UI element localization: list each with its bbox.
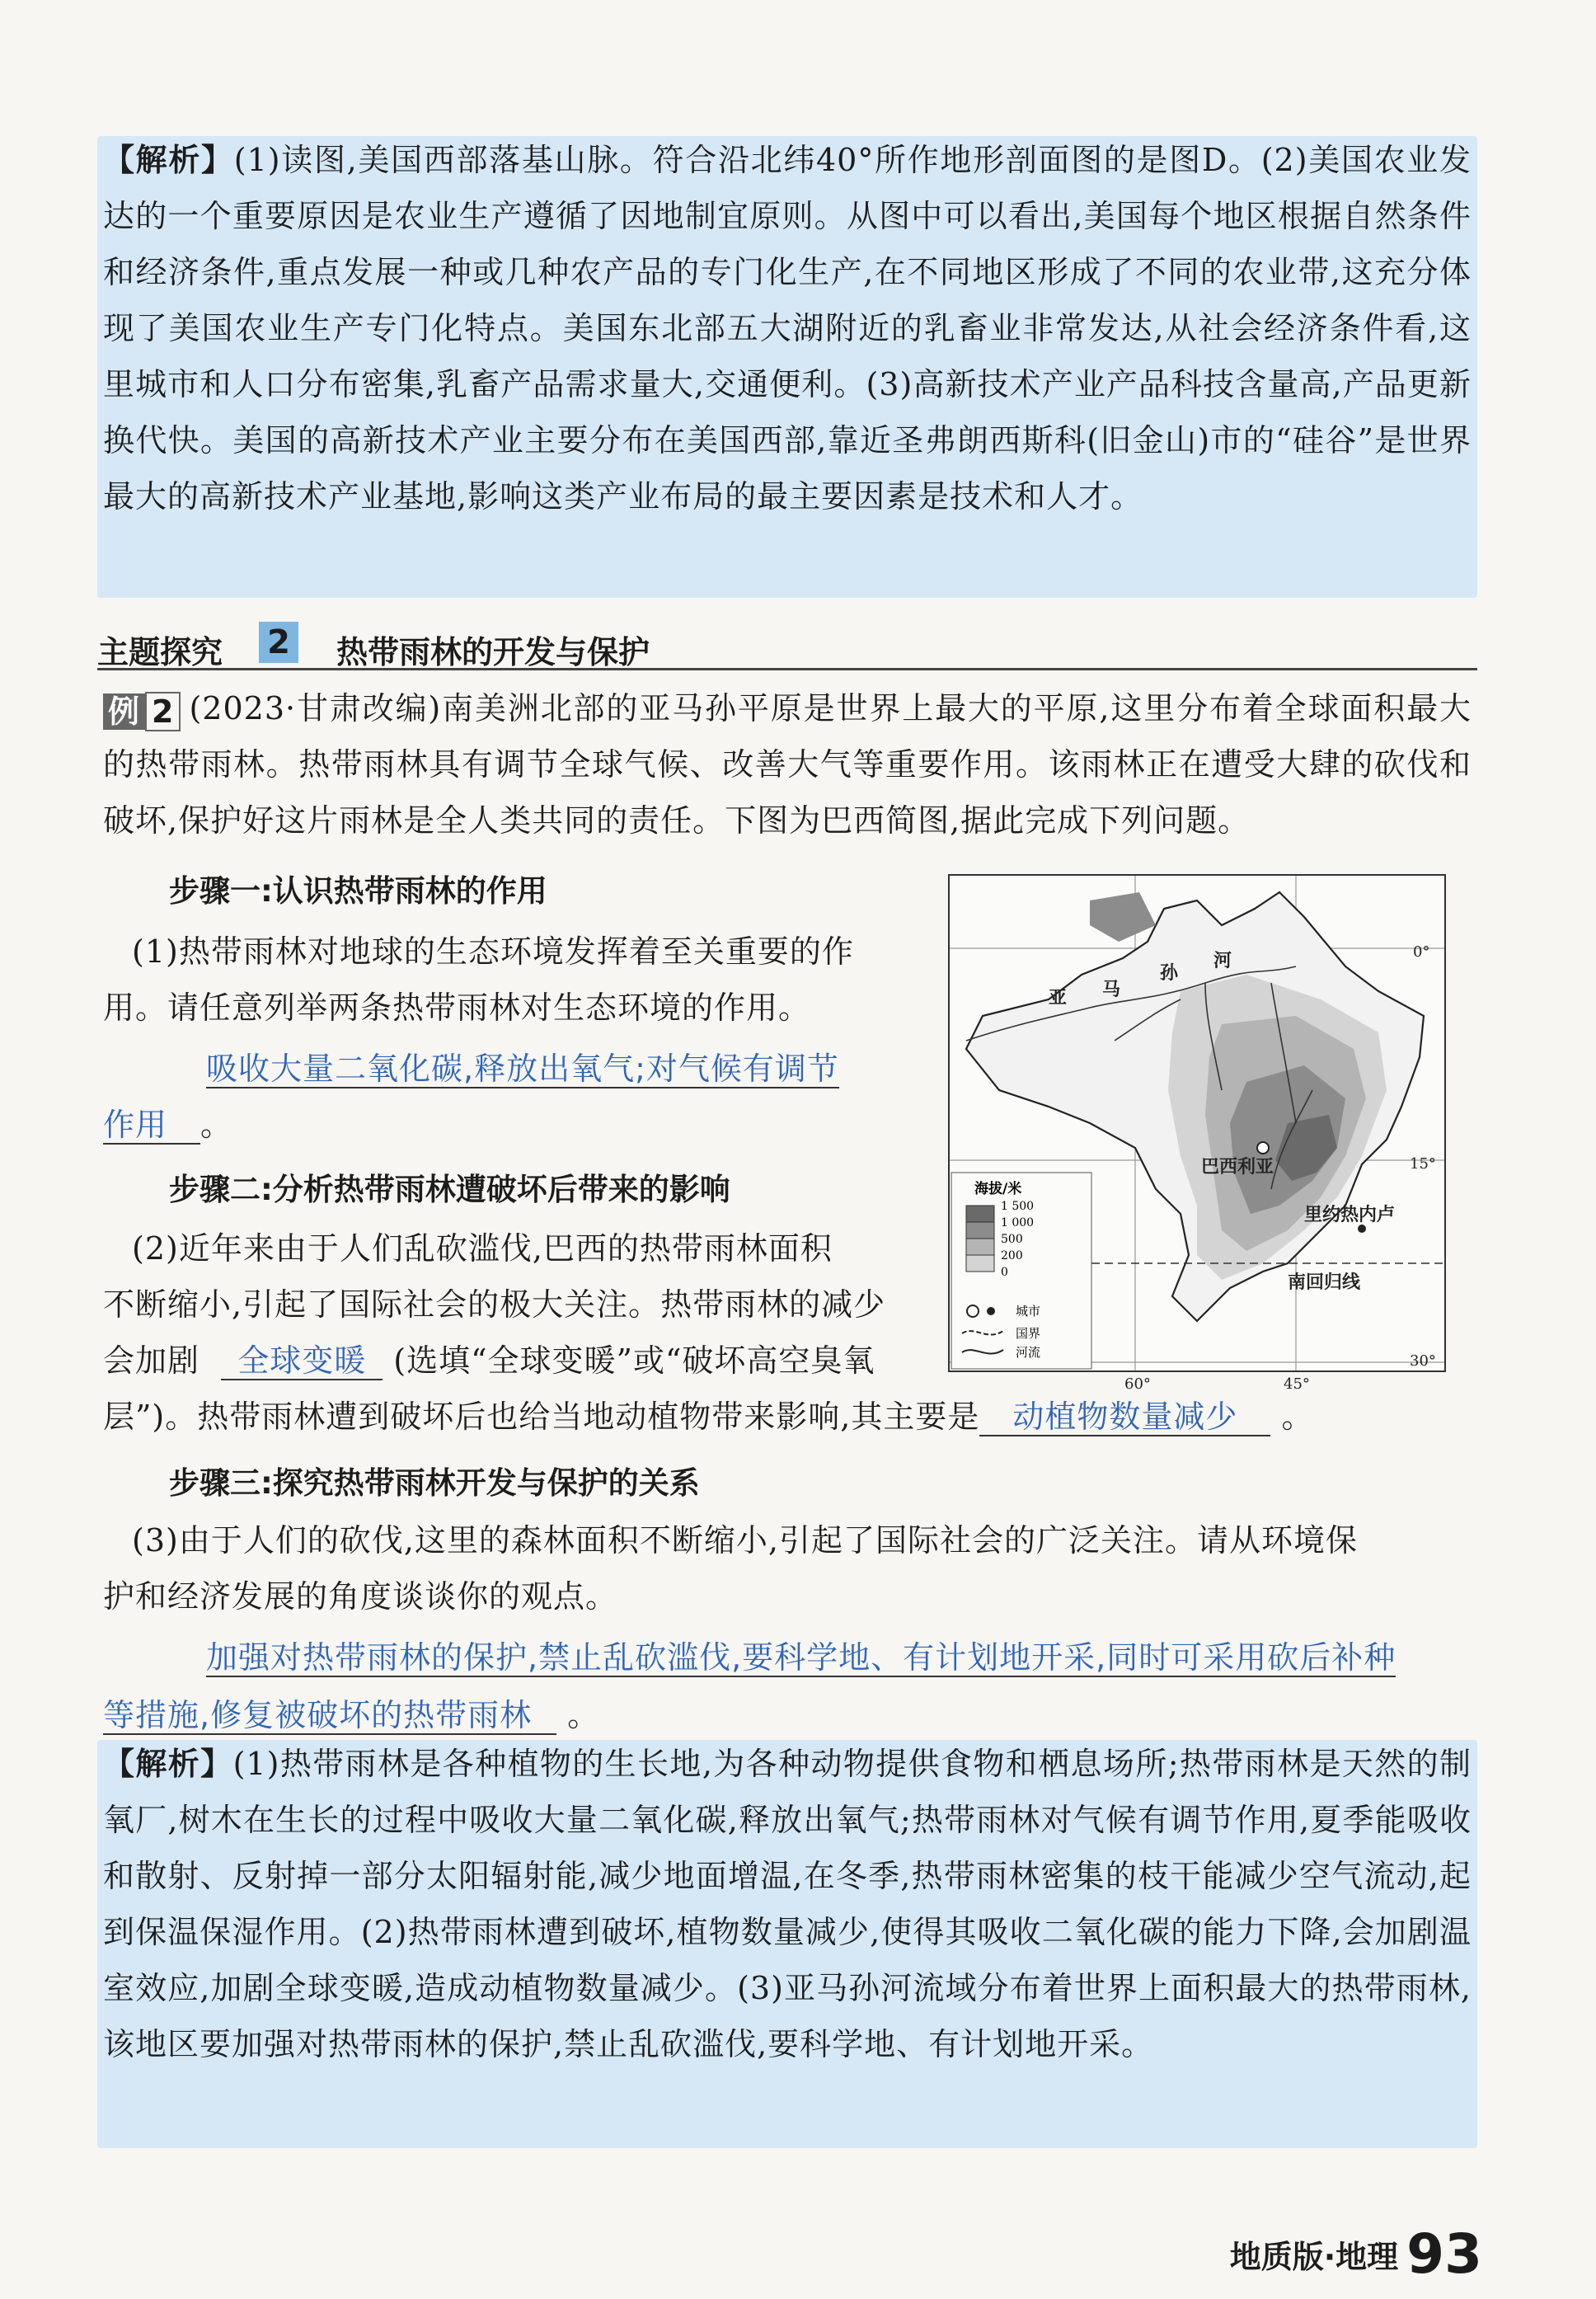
- edition-label: 地质版·地理: [1229, 2239, 1399, 2275]
- example-text: (2023·甘肃改编)南美洲北部的亚马孙平原是世界上最大的平原,这里分布着全球面积最大的热带雨林。热带雨林具有调节全球气候、改善大气等重要作用。该雨林正在遭受大肆的砍伐和破坏,保护好这片雨林是全人类共同的责任。下图为巴西简图,据此完成下列问题。: [103, 690, 1472, 839]
- capital-label: 巴西利亚: [1201, 1157, 1274, 1178]
- city-marker: [1358, 1225, 1366, 1233]
- step-2-question-line-4: 层”)。热带雨林遭到破坏后也给当地动植物带来影响,其主要是 动植物数量减少 。: [103, 1399, 1314, 1435]
- legend-level-500: 500: [1001, 1233, 1023, 1246]
- tropic-label: 南回归线: [1288, 1272, 1361, 1293]
- lat-label-0: 0°: [1413, 943, 1430, 961]
- step-3-answer-line-1: 加强对热带雨林的保护,禁止乱砍滥伐,要科学地、有计划地开采,同时可采用砍后补种: [206, 1639, 1396, 1676]
- lat-label-15: 15°: [1410, 1155, 1436, 1173]
- step-3-question-line-2: 护和经济发展的角度谈谈你的观点。: [103, 1578, 618, 1615]
- step-2-question-line-2: 不断缩小,引起了国际社会的极大关注。热带雨林的减少: [103, 1286, 886, 1323]
- river-label-1: 亚: [1049, 988, 1068, 1008]
- brazil-map: [948, 874, 1446, 1393]
- river-label-3: 孙: [1160, 963, 1179, 984]
- river-label-2: 马: [1102, 980, 1121, 1000]
- answer-warming: 全球变暖: [221, 1342, 383, 1380]
- capital-marker: [1257, 1142, 1269, 1154]
- step-2-title: 步骤二:分析热带雨林遭破坏后带来的影响: [169, 1172, 730, 1207]
- step-3-title: 步骤三:探究热带雨林开发与保护的关系: [169, 1465, 700, 1501]
- step-3-answer-line-2: 等措施,修复被破坏的热带雨林 。: [103, 1697, 600, 1733]
- brazil-map-svg: [950, 876, 1444, 1393]
- analysis-2: [103, 1736, 1472, 2072]
- legend-level-200: 200: [1001, 1249, 1023, 1262]
- step-3-question-line-1: (3)由于人们的砍伐,这里的森林面积不断缩小,引起了国际社会的广泛关注。请从环境保: [132, 1522, 1358, 1559]
- legend-city: 城市: [1016, 1304, 1041, 1319]
- relief-north-high: [1090, 892, 1156, 942]
- lat-label-30: 30°: [1410, 1352, 1436, 1370]
- page-number: 93: [1406, 2222, 1482, 2286]
- step-1-answer-line-2: 作用 。: [103, 1107, 233, 1143]
- legend-level-1500: 1 500: [1001, 1200, 1035, 1213]
- topic-number: 2: [259, 622, 298, 663]
- map-legend: [951, 1173, 1091, 1369]
- analysis-text: (1)读图,美国西部落基山脉。符合沿北纬40°所作地形剖面图的是图D。(2)美国农业发达的一个重要原因是农业生产遵循了因地制宜原则。从图中可以看出,美国每个地区根据自然条件和经济条件,重点发展一种或几种农产品的专门化生产,在不同地区形成了不同的农业带,这充分体现了美国农业生产专门化特点。美国东北部五大湖附近的乳畜业非常发达,从社会经济条件看,这里城市和人口分布密集,乳畜产品需求量大,交通便利。(3)高新技术产业产品科技含量高,产品更新换代快。美国的高新技术产业主要分布在美国西部,靠近圣弗朗西斯科(旧金山)市的“硅谷”是世界最大的高新技术产业基地,影响这类产业布局的最主要因素是技术和人才。: [103, 142, 1472, 515]
- legend-level-1000: 1 000: [1001, 1216, 1035, 1229]
- topic-prefix: 主题探究: [97, 634, 223, 670]
- legend-border: 国界: [1016, 1326, 1041, 1341]
- answer-species-decline: 动植物数量减少: [979, 1399, 1270, 1436]
- example-intro: [103, 680, 1472, 849]
- analysis-1: [103, 132, 1472, 524]
- analysis-text-2: (1)热带雨林是各种植物的生长地,为各种动物提供食物和栖息场所;热带雨林是天然的制氧厂,树木在生长的过程中吸收大量二氧化碳,释放出氧气;热带雨林对气候有调节作用,夏季能吸收和散射、反射掉一部分太阳辐射能,减少地面增温,在冬季,热带雨林密集的枝干能减少空气流动,起到保温保湿作用。(2)热带雨林遭到破坏,植物数量减少,使得其吸收二氧化碳的能力下降,会加剧温室效应,加剧全球变暖,造成动植物数量减少。(3)亚马孙河流域分布着世界上面积最大的热带雨林,该地区要加强对热带雨林的保护,禁止乱砍滥伐,要科学地、有计划地开采。: [103, 1746, 1472, 2062]
- topic-heading: [97, 620, 1477, 670]
- step-2-question-line-3: 会加剧 全球变暖 (选填“全球变暖”或“破坏高空臭氧: [103, 1342, 875, 1379]
- page-footer: [1230, 2222, 1482, 2286]
- step-1-question-line-2: 用。请任意列举两条热带雨林对生态环境的作用。: [103, 990, 811, 1026]
- lon-label-45: 45°: [1284, 1375, 1310, 1393]
- step-2-question-line-1: (2)近年来由于人们乱砍滥伐,巴西的热带雨林面积: [132, 1230, 833, 1267]
- lon-label-60: 60°: [1124, 1375, 1151, 1393]
- step-1-answer-line-1: 吸收大量二氧化碳,释放出氧气;对气候有调节: [206, 1051, 839, 1087]
- step-1-question-line-1: (1)热带雨林对地球的生态环境发挥着至关重要的作: [132, 933, 854, 970]
- example-tag: 例 2: [103, 693, 189, 731]
- step-1-title: 步骤一:认识热带雨林的作用: [169, 873, 547, 909]
- legend-title: 海拔/米: [974, 1181, 1022, 1197]
- analysis-label: 【解析】: [103, 142, 234, 178]
- legend-river: 河流: [1016, 1345, 1041, 1360]
- city-label: 里约热内卢: [1304, 1205, 1396, 1225]
- topic-title: 热带雨林的开发与保护: [336, 634, 650, 670]
- river-label-4: 河: [1213, 951, 1232, 971]
- analysis-label-2: 【解析】: [103, 1746, 233, 1782]
- legend-level-0: 0: [1001, 1266, 1008, 1279]
